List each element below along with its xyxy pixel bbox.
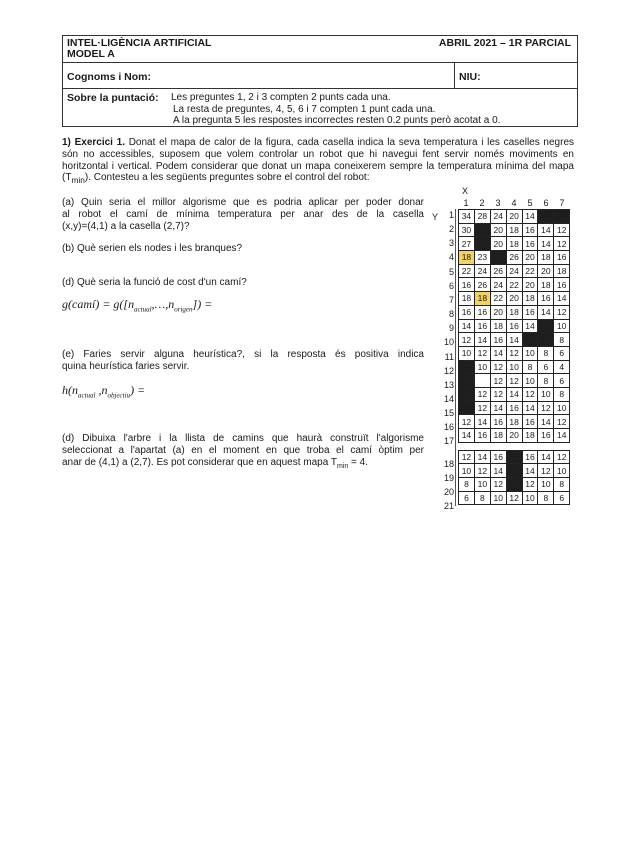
temperature-cell: 12 — [490, 478, 506, 492]
g-formula — [62, 299, 212, 316]
temperature-cell: 30 — [459, 223, 475, 237]
row-header: 3 — [448, 238, 454, 249]
temperature-cell: 20 — [490, 223, 506, 237]
temperature-cell: 16 — [522, 237, 538, 251]
model-label: MODEL A — [67, 48, 115, 60]
blocked-cell — [538, 319, 554, 333]
temperature-cell: 18 — [459, 292, 475, 306]
temperature-cell: 14 — [554, 292, 570, 306]
temperature-cell: 20 — [490, 305, 506, 319]
exercise-title: 1) Exercici 1. — [62, 137, 125, 148]
temperature-cell: 14 — [538, 223, 554, 237]
row-header: 8 — [448, 309, 454, 320]
blocked-cell — [474, 223, 490, 237]
highlighted-cell: 18 — [459, 251, 475, 265]
blocked-cell — [459, 387, 475, 401]
row-header: 1 — [448, 210, 454, 220]
header-scoring-row — [63, 89, 577, 126]
scoring-line: La resta de preguntes, 4, 5, 6 i 7 compten 1 punt cada una. — [173, 103, 436, 115]
grid-row — [459, 429, 570, 443]
question-e — [62, 349, 424, 373]
temperature-cell: 16 — [522, 450, 538, 464]
temperature-cell: 16 — [506, 319, 522, 333]
row-header: 15 — [443, 408, 454, 419]
temperature-cell: 22 — [522, 264, 538, 278]
temperature-cell: 28 — [474, 210, 490, 224]
row-header: 10 — [443, 337, 454, 348]
column-header: 6 — [543, 198, 549, 208]
temperature-cell: 12 — [538, 401, 554, 415]
row-header: 19 — [443, 472, 454, 483]
temperature-cell: 18 — [506, 305, 522, 319]
scoring-line: Les preguntes 1, 2 i 3 compten 2 punts cada una. — [171, 92, 391, 103]
temperature-cell: 16 — [538, 429, 554, 443]
temperature-cell: 16 — [459, 305, 475, 319]
column-header: 4 — [511, 198, 517, 208]
x-axis-label: X — [462, 186, 469, 196]
grid-row — [459, 333, 570, 347]
temperature-cell: 8 — [554, 478, 570, 492]
temperature-cell: 12 — [506, 374, 522, 388]
column-header: 1 — [463, 198, 469, 208]
y-axis-label: Y — [432, 212, 439, 222]
intro-text: Donat el mapa de calor de la figura, cada casella indica la seva temperatura i les caselles negres són no accessibles, suposem que volem controlar un robot que hi navegui fent servir només moviments en horitzontal i vertical. Podem considerar que donat un mapa coneixerem sempre la temperatura mínima del mapa (T — [62, 137, 575, 184]
temperature-cell: 10 — [522, 491, 538, 505]
temperature-cell: 8 — [538, 374, 554, 388]
column-header: 2 — [479, 198, 485, 208]
grid-row — [459, 374, 570, 388]
blocked-cell — [506, 464, 522, 478]
temperature-cell: 8 — [554, 333, 570, 347]
grid-row — [459, 360, 570, 374]
highlighted-cell: 18 — [474, 292, 490, 306]
temperature-cell: 27 — [459, 237, 475, 251]
temperature-cell: 10 — [538, 387, 554, 401]
scoring-text — [173, 92, 500, 127]
temperature-cell — [474, 374, 490, 388]
temperature-cell: 18 — [538, 278, 554, 292]
temperature-cell: 18 — [554, 264, 570, 278]
temperature-cell: 14 — [506, 333, 522, 347]
temperature-cell: 8 — [538, 346, 554, 360]
temperature-cell: 8 — [474, 491, 490, 505]
course-title: INTEL·LIGÈNCIA ARTIFICIAL — [67, 37, 212, 49]
temperature-cell: 10 — [506, 360, 522, 374]
h-formula-sub2: objectiu — [107, 391, 131, 400]
blocked-cell — [459, 401, 475, 415]
temperature-cell: 14 — [474, 333, 490, 347]
grid-row — [459, 346, 570, 360]
row-header: 11 — [444, 351, 454, 362]
temperature-cell: 14 — [459, 319, 475, 333]
column-header: 5 — [527, 198, 533, 208]
grid-row — [459, 319, 570, 333]
temperature-cell: 12 — [490, 374, 506, 388]
row-header: 18 — [443, 458, 454, 469]
question-b: (b) Què serien els nodes i les branques? — [62, 243, 243, 254]
temperature-cell: 14 — [490, 464, 506, 478]
temperature-cell: 12 — [474, 387, 490, 401]
temperature-cell: 10 — [522, 346, 538, 360]
temperature-cell: 6 — [554, 346, 570, 360]
temperature-cell: 22 — [506, 278, 522, 292]
temperature-cell: 26 — [490, 264, 506, 278]
grid-row — [459, 210, 570, 224]
h-formula-sub1: actual — [78, 391, 96, 400]
temperature-cell: 24 — [474, 264, 490, 278]
grid-row — [459, 450, 570, 464]
temperature-cell: 16 — [474, 429, 490, 443]
scoring-line: A la pregunta 5 les respostes incorrectes resten 0.2 punts però acotat a 0. — [173, 115, 501, 126]
question-d-tree-line: seleccionat a l'apartat (a) en el moment en que troba el camí òptim per — [62, 444, 424, 456]
g-formula-lhs: g(camí) = g([n — [62, 297, 135, 311]
temperature-cell: 18 — [506, 237, 522, 251]
grid-row — [459, 464, 570, 478]
temperature-cell: 22 — [490, 292, 506, 306]
g-formula-sub1: actual — [134, 305, 152, 314]
temperature-cell: 8 — [522, 360, 538, 374]
temperature-cell: 34 — [459, 210, 475, 224]
temperature-cell: 16 — [474, 319, 490, 333]
temperature-cell: 12 — [554, 305, 570, 319]
temperature-cell: 14 — [474, 415, 490, 429]
blocked-cell — [490, 251, 506, 265]
temperature-cell: 18 — [538, 251, 554, 265]
temperature-cell: 10 — [459, 464, 475, 478]
temperature-cell: 10 — [490, 491, 506, 505]
row-header: 14 — [443, 393, 454, 404]
niu-field[interactable] — [454, 63, 577, 88]
row-header: 21 — [443, 501, 454, 511]
tmin-sub: min — [71, 175, 85, 186]
temperature-cell: 16 — [490, 415, 506, 429]
question-a-line: al robot el camí de mínima temperatura per anar des de la casella — [62, 208, 424, 220]
grid-row — [459, 278, 570, 292]
blocked-cell — [459, 360, 475, 374]
row-header: 2 — [448, 224, 454, 235]
temperature-cell: 16 — [459, 278, 475, 292]
header-title-row — [63, 36, 577, 63]
question-d-tree-text: anar de (4,1) a (2,7). Es pot considerar que en aquest mapa T — [62, 456, 337, 468]
temperature-cell: 14 — [554, 429, 570, 443]
h-formula — [62, 385, 145, 402]
temperature-cell: 12 — [459, 450, 475, 464]
temperature-cell: 18 — [522, 292, 538, 306]
intro-text-end: ). Contesteu a les següents preguntes sobre el control del robot: — [84, 172, 370, 184]
temperature-cell: 12 — [474, 346, 490, 360]
column-header: 3 — [495, 198, 501, 208]
row-header: 20 — [443, 486, 454, 497]
temperature-cell: 16 — [522, 305, 538, 319]
temperature-cell: 20 — [522, 251, 538, 265]
heat-map-grid — [458, 209, 570, 505]
question-d-tree-end: = 4. — [348, 456, 369, 468]
temperature-cell: 16 — [474, 305, 490, 319]
grid-row — [459, 387, 570, 401]
temperature-cell: 6 — [459, 491, 475, 505]
row-header: 9 — [448, 323, 454, 334]
blocked-cell — [522, 333, 538, 347]
row-header: 7 — [448, 294, 454, 305]
temperature-cell: 8 — [538, 491, 554, 505]
temperature-cell: 14 — [506, 387, 522, 401]
temperature-cell: 12 — [522, 387, 538, 401]
temperature-cell: 12 — [554, 415, 570, 429]
question-a-line: (x,y)=(4,1) a la casella (2,7)? — [62, 220, 190, 232]
temperature-cell: 23 — [474, 251, 490, 265]
temperature-cell: 20 — [490, 237, 506, 251]
name-label: Cognoms i Nom: — [67, 71, 151, 83]
question-a-line: (a) Quin seria el millor algorisme que es podria aplicar per poder donar — [62, 197, 424, 208]
exercise-intro — [62, 137, 574, 187]
grid-row — [459, 401, 570, 415]
temperature-cell: 18 — [506, 223, 522, 237]
temperature-cell: 12 — [474, 401, 490, 415]
row-header: 16 — [443, 422, 454, 433]
temperature-cell: 12 — [490, 387, 506, 401]
question-d-tree-line: (d) Dibuixa l'arbre i la llista de camins que haurà construït l'algorisme — [62, 433, 424, 444]
temperature-cell: 14 — [474, 450, 490, 464]
temperature-cell: 20 — [522, 278, 538, 292]
temperature-cell: 24 — [490, 278, 506, 292]
grid-row — [459, 491, 570, 505]
temperature-cell: 12 — [474, 464, 490, 478]
temperature-cell: 26 — [474, 278, 490, 292]
temperature-cell: 4 — [554, 360, 570, 374]
row-header: 17 — [443, 436, 454, 447]
temperature-cell: 14 — [538, 450, 554, 464]
blocked-cell — [506, 478, 522, 492]
blocked-cell — [554, 210, 570, 224]
question-d-tree-line — [62, 457, 424, 473]
temperature-cell: 18 — [490, 429, 506, 443]
grid-row — [459, 305, 570, 319]
grid-row — [459, 237, 570, 251]
temperature-cell: 10 — [554, 401, 570, 415]
row-divider-line — [455, 209, 456, 506]
temperature-cell: 12 — [538, 464, 554, 478]
g-formula-mid: ,…,n — [151, 297, 175, 311]
temperature-cell: 14 — [522, 401, 538, 415]
temperature-cell: 18 — [490, 319, 506, 333]
question-d-cost: (d) Què seria la funció de cost d'un camí? — [62, 277, 247, 288]
temperature-cell: 16 — [506, 401, 522, 415]
row-header: 12 — [443, 365, 454, 376]
temperature-cell: 20 — [506, 292, 522, 306]
column-header: 7 — [559, 198, 565, 208]
niu-label: NIU: — [459, 71, 481, 83]
temperature-cell: 14 — [538, 237, 554, 251]
temperature-cell: 6 — [538, 360, 554, 374]
temperature-cell: 26 — [506, 251, 522, 265]
temperature-cell: 16 — [490, 333, 506, 347]
temperature-cell: 12 — [522, 478, 538, 492]
temperature-cell: 16 — [522, 415, 538, 429]
temperature-cell: 12 — [554, 450, 570, 464]
temperature-cell: 16 — [522, 223, 538, 237]
blocked-cell — [506, 450, 522, 464]
temperature-cell: 12 — [554, 237, 570, 251]
temperature-cell: 24 — [506, 264, 522, 278]
h-formula-rhs: ) = — [130, 383, 146, 397]
blocked-cell — [459, 374, 475, 388]
temperature-cell: 20 — [538, 264, 554, 278]
temperature-cell: 16 — [554, 278, 570, 292]
question-e-line: quina heurística faries servir. — [62, 360, 190, 372]
temperature-cell: 20 — [506, 210, 522, 224]
temperature-cell: 18 — [506, 415, 522, 429]
blocked-cell — [538, 210, 554, 224]
temperature-cell: 22 — [459, 264, 475, 278]
question-a — [62, 197, 424, 232]
blocked-cell — [538, 333, 554, 347]
blocked-cell — [474, 237, 490, 251]
g-formula-rhs: ]) = — [192, 297, 213, 311]
temperature-cell: 8 — [459, 478, 475, 492]
question-e-line: (e) Faries servir alguna heurística?, si la resposta és positiva indica — [62, 349, 424, 360]
scoring-label: Sobre la puntació: — [67, 92, 159, 104]
h-formula-lhs: h(n — [62, 383, 78, 397]
exam-date: ABRIL 2021 – 1R PARCIAL — [438, 37, 571, 49]
temperature-cell: 10 — [474, 360, 490, 374]
temperature-cell: 16 — [538, 292, 554, 306]
header-name-row — [63, 63, 577, 89]
tmin-sub: min — [336, 462, 349, 470]
temperature-cell: 12 — [506, 491, 522, 505]
row-header: 5 — [448, 266, 454, 277]
temperature-cell: 14 — [522, 210, 538, 224]
temperature-cell: 14 — [538, 415, 554, 429]
grid-row — [459, 251, 570, 265]
row-header: 13 — [443, 379, 454, 390]
temperature-cell: 8 — [554, 387, 570, 401]
temperature-cell: 18 — [522, 429, 538, 443]
temperature-cell: 10 — [538, 478, 554, 492]
temperature-cell: 16 — [554, 251, 570, 265]
temperature-cell: 14 — [522, 464, 538, 478]
temperature-cell: 12 — [459, 415, 475, 429]
temperature-cell: 24 — [490, 210, 506, 224]
temperature-cell: 6 — [554, 491, 570, 505]
temperature-cell: 6 — [554, 374, 570, 388]
temperature-cell: 10 — [554, 319, 570, 333]
g-formula-sub2: origen — [174, 305, 193, 314]
temperature-cell: 10 — [554, 464, 570, 478]
question-d-tree — [62, 433, 424, 472]
grid-row — [459, 264, 570, 278]
grid-row — [459, 223, 570, 237]
temperature-cell: 16 — [490, 450, 506, 464]
row-header: 4 — [448, 252, 454, 263]
grid-row — [459, 478, 570, 492]
temperature-cell: 20 — [506, 429, 522, 443]
temperature-cell: 12 — [459, 333, 475, 347]
temperature-cell: 14 — [490, 346, 506, 360]
grid-row — [459, 292, 570, 306]
temperature-cell: 12 — [554, 223, 570, 237]
row-header: 6 — [448, 280, 454, 291]
temperature-cell: 10 — [459, 346, 475, 360]
temperature-cell: 10 — [474, 478, 490, 492]
temperature-cell: 14 — [490, 401, 506, 415]
h-formula-mid: ,n — [95, 383, 108, 397]
grid-gap — [459, 442, 570, 450]
temperature-cell: 14 — [459, 429, 475, 443]
temperature-cell: 14 — [522, 319, 538, 333]
exam-header — [62, 35, 578, 127]
temperature-cell: 10 — [522, 374, 538, 388]
temperature-cell: 14 — [538, 305, 554, 319]
temperature-cell: 12 — [506, 346, 522, 360]
grid-row — [459, 415, 570, 429]
temperature-cell: 12 — [490, 360, 506, 374]
